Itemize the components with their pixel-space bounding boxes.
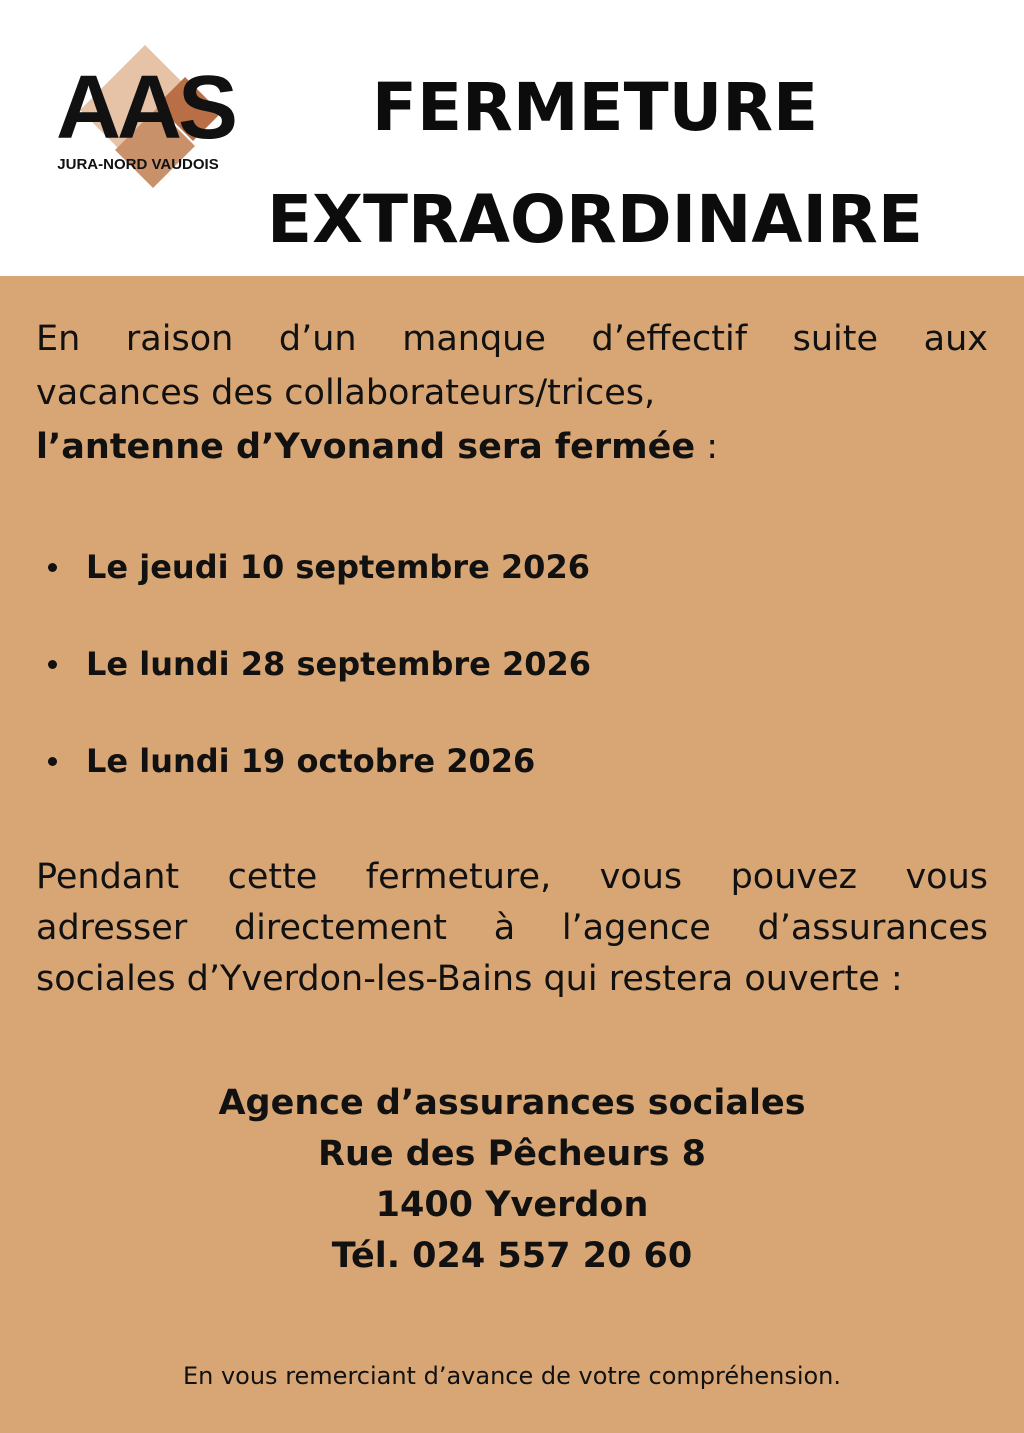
aas-logo-graphic <box>45 25 245 195</box>
para-line-1: Pendant cette fermeture, vous pouvez vous <box>36 857 988 897</box>
title-line-1: FERMETURE <box>371 69 819 146</box>
closure-colon: : <box>695 427 719 467</box>
aas-logo <box>45 25 245 195</box>
header <box>0 0 1024 276</box>
list-item <box>36 635 936 732</box>
agency-name: Agence d’assurances sociales <box>218 1083 806 1123</box>
title-line-2: EXTRAORDINAIRE <box>267 181 923 258</box>
list-item <box>36 538 936 635</box>
thanks-note: En vous remerciant d’avance de votre compréhension. <box>182 1362 842 1390</box>
para-line-3: sociales d’Yverdon-les-Bains qui restera ouverte : <box>36 959 903 999</box>
agency-phone: Tél. 024 557 20 60 <box>331 1236 693 1276</box>
intro-text <box>36 312 988 474</box>
closure-dates-list <box>36 538 936 829</box>
logo-subtitle: JURA-NORD VAUDOIS <box>57 156 219 173</box>
closure-statement: l’antenne d’Yvonand sera fermée <box>36 427 696 467</box>
bullet-icon <box>48 757 57 766</box>
intro-line-1: En raison d’un manque d’effectif suite aux <box>36 319 988 359</box>
alternative-agency-text <box>36 852 988 1005</box>
bullet-icon <box>48 660 57 669</box>
para-line-2: adresser directement à l’agence d’assurances <box>36 908 988 948</box>
agency-city: 1400 Yverdon <box>375 1185 649 1225</box>
agency-street: Rue des Pêcheurs 8 <box>318 1134 706 1174</box>
intro-line-3 <box>36 420 988 474</box>
agency-address <box>0 1078 1024 1282</box>
list-item <box>36 732 936 829</box>
bullet-icon <box>48 563 57 572</box>
page-title <box>250 52 940 276</box>
intro-line-2: vacances des collaborateurs/trices, <box>36 373 656 413</box>
closure-date: Le lundi 19 octobre 2026 <box>86 742 536 780</box>
closure-date: Le lundi 28 septembre 2026 <box>86 645 592 683</box>
logo-acronym: AAS <box>55 58 235 158</box>
closure-date: Le jeudi 10 septembre 2026 <box>86 548 590 586</box>
